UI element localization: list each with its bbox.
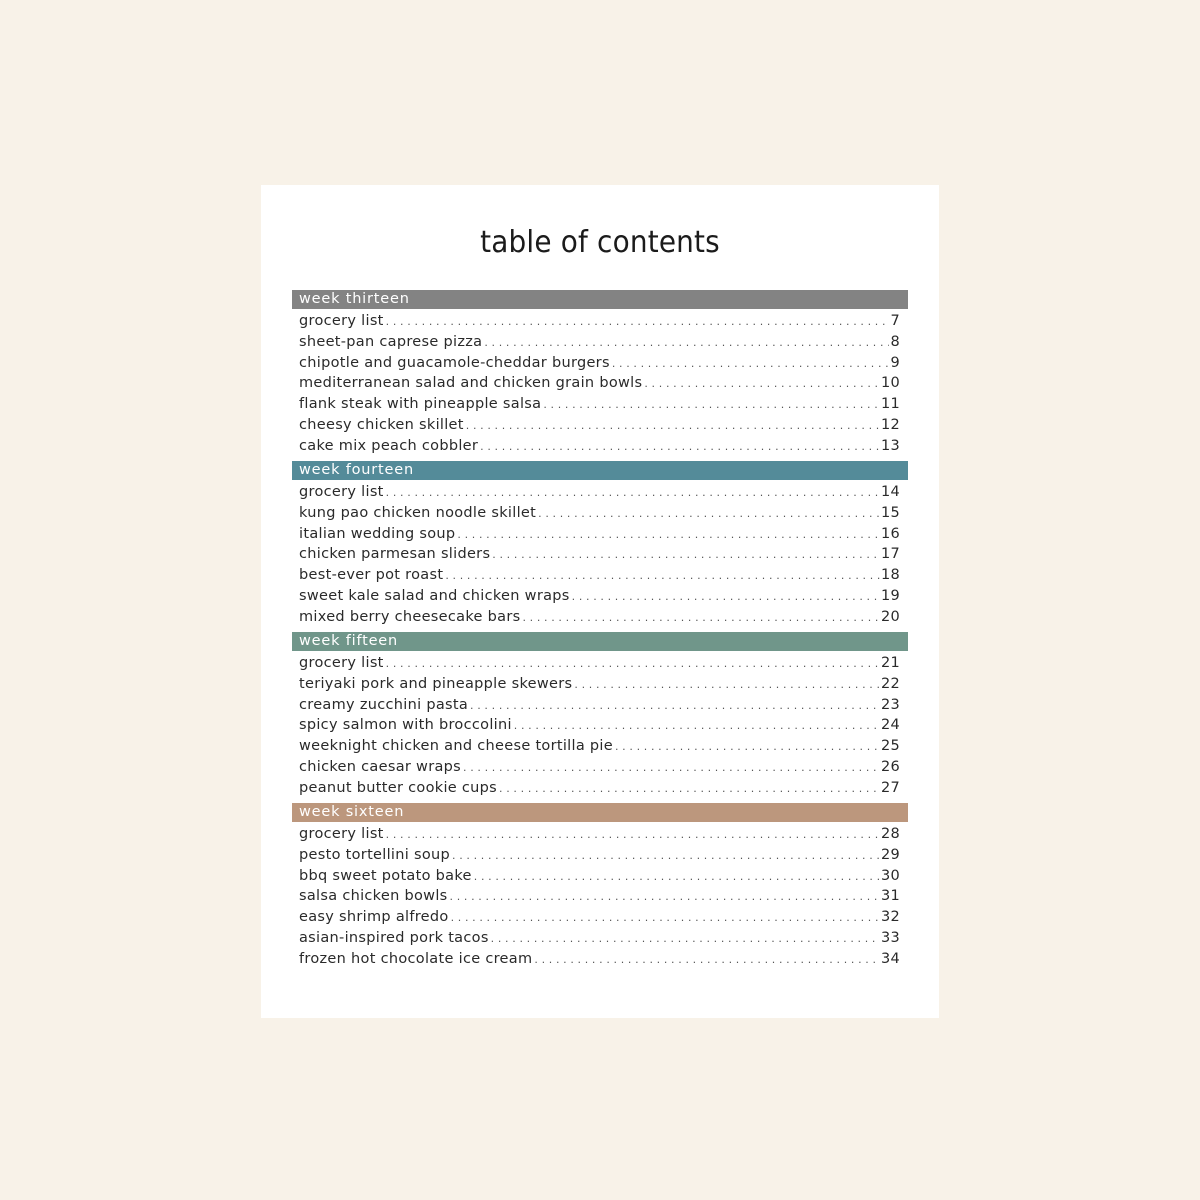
toc-entry[interactable] [292, 482, 908, 503]
entry-title: mixed berry cheesecake bars [299, 608, 521, 625]
dot-leader [644, 374, 880, 394]
entry-title: frozen hot chocolate ice cream [299, 950, 533, 967]
toc-entry[interactable] [292, 949, 908, 970]
entry-page-number: 13 [880, 437, 900, 454]
entry-page-number: 26 [880, 758, 900, 775]
entry-page-number: 19 [880, 587, 900, 604]
entry-title: pesto tortellini soup [299, 846, 451, 863]
toc-entry[interactable] [292, 715, 908, 736]
dot-leader [514, 716, 880, 736]
entry-page-number: 31 [880, 888, 900, 905]
toc-entry[interactable] [292, 394, 908, 415]
toc-entry[interactable] [292, 565, 908, 586]
page-title: table of contents [480, 225, 720, 260]
entry-title: easy shrimp alfredo [299, 909, 449, 926]
toc-entry[interactable] [292, 311, 908, 332]
dot-leader [534, 950, 880, 970]
section-header: week fourteen [292, 461, 908, 480]
entry-page-number: 7 [890, 313, 900, 329]
toc-entry[interactable] [292, 845, 908, 866]
entry-title: asian-inspired pork tacos [299, 929, 489, 946]
entry-title: teriyaki pork and pineapple skewers [299, 675, 573, 692]
toc-entry[interactable] [292, 824, 908, 845]
entry-title: salsa chicken bowls [299, 888, 448, 905]
toc-entry[interactable] [292, 586, 908, 607]
entry-title: grocery list [299, 484, 384, 500]
dot-leader [386, 312, 890, 332]
dot-leader [452, 846, 880, 866]
toc-page [261, 185, 939, 1018]
toc-entry[interactable] [292, 544, 908, 565]
toc-entry[interactable] [292, 695, 908, 716]
section-week-fourteen [292, 461, 908, 632]
toc-entry[interactable] [292, 607, 908, 628]
dot-leader [572, 587, 880, 607]
dot-leader [612, 354, 890, 374]
entry-page-number: 18 [880, 567, 900, 584]
entry-title: creamy zucchini pasta [299, 696, 469, 713]
entry-page-number: 23 [880, 696, 900, 713]
toc-entry[interactable] [292, 415, 908, 436]
dot-leader [386, 825, 880, 845]
toc-entry[interactable] [292, 332, 908, 353]
entry-title: grocery list [299, 313, 384, 329]
entry-page-number: 16 [880, 525, 900, 542]
entry-title: chipotle and guacamole-cheddar burgers [299, 354, 610, 371]
dot-leader [480, 437, 880, 457]
dot-leader [491, 929, 880, 949]
dot-leader [445, 566, 880, 586]
toc-entry[interactable] [292, 503, 908, 524]
entry-page-number: 29 [880, 846, 900, 863]
entry-page-number: 32 [880, 909, 900, 926]
entry-title: italian wedding soup [299, 525, 456, 542]
section-week-fifteen [292, 632, 908, 803]
entry-page-number: 24 [880, 717, 900, 734]
toc-list [292, 290, 908, 974]
entry-title: kung pao chicken noodle skillet [299, 504, 537, 521]
entry-title: grocery list [299, 655, 384, 671]
toc-entry[interactable] [292, 736, 908, 757]
toc-entry[interactable] [292, 866, 908, 887]
section-week-sixteen [292, 803, 908, 974]
toc-entry[interactable] [292, 436, 908, 457]
dot-leader [450, 887, 880, 907]
entry-title: bbq sweet potato bake [299, 867, 472, 884]
toc-entry[interactable] [292, 886, 908, 907]
entry-page-number: 30 [880, 867, 900, 884]
entry-page-number: 10 [880, 375, 900, 392]
entry-page-number: 21 [880, 655, 900, 671]
entry-page-number: 8 [890, 333, 900, 350]
dot-leader [386, 654, 880, 674]
entry-page-number: 15 [880, 504, 900, 521]
dot-leader [538, 504, 880, 524]
toc-entry[interactable] [292, 653, 908, 674]
toc-entry[interactable] [292, 373, 908, 394]
dot-leader [522, 608, 879, 628]
toc-entry[interactable] [292, 907, 908, 928]
dot-leader [457, 525, 880, 545]
dot-leader [615, 737, 880, 757]
entry-title: peanut butter cookie cups [299, 779, 498, 796]
section-week-thirteen [292, 290, 908, 461]
entry-page-number: 33 [880, 929, 900, 946]
dot-leader [386, 483, 880, 503]
entry-page-number: 22 [880, 675, 900, 692]
toc-entry[interactable] [292, 928, 908, 949]
entry-title: weeknight chicken and cheese tortilla pie [299, 738, 613, 755]
dot-leader [474, 867, 880, 887]
toc-entry[interactable] [292, 757, 908, 778]
entry-title: flank steak with pineapple salsa [299, 396, 542, 413]
entry-page-number: 14 [880, 484, 900, 500]
entry-page-number: 27 [880, 779, 900, 796]
dot-leader [470, 696, 880, 716]
entry-title: cake mix peach cobbler [299, 437, 479, 454]
dot-leader [451, 908, 880, 928]
dot-leader [463, 758, 880, 778]
entry-title: spicy salmon with broccolini [299, 717, 512, 734]
section-header: week fifteen [292, 632, 908, 651]
section-header: week sixteen [292, 803, 908, 822]
entry-title: chicken parmesan sliders [299, 546, 491, 563]
entry-page-number: 12 [880, 416, 900, 433]
dot-leader [543, 395, 880, 415]
toc-entry[interactable] [292, 353, 908, 374]
entry-page-number: 34 [880, 950, 900, 967]
entry-title: cheesy chicken skillet [299, 416, 464, 433]
entry-title: best-ever pot roast [299, 567, 444, 584]
dot-leader [499, 779, 880, 799]
entry-title: mediterranean salad and chicken grain bowls [299, 375, 643, 392]
entry-title: sweet kale salad and chicken wraps [299, 587, 570, 604]
entry-page-number: 11 [880, 396, 900, 413]
entry-page-number: 28 [880, 826, 900, 842]
dot-leader [466, 416, 880, 436]
toc-entry[interactable] [292, 524, 908, 545]
entry-page-number: 9 [890, 354, 900, 371]
toc-entry[interactable] [292, 674, 908, 695]
entry-title: sheet-pan caprese pizza [299, 333, 483, 350]
toc-entry[interactable] [292, 778, 908, 799]
entry-page-number: 25 [880, 738, 900, 755]
section-header: week thirteen [292, 290, 908, 309]
entry-title: grocery list [299, 826, 384, 842]
dot-leader [492, 545, 880, 565]
dot-leader [574, 675, 880, 695]
dot-leader [484, 333, 889, 353]
entry-title: chicken caesar wraps [299, 758, 462, 775]
entry-page-number: 17 [880, 546, 900, 563]
entry-page-number: 20 [880, 608, 900, 625]
